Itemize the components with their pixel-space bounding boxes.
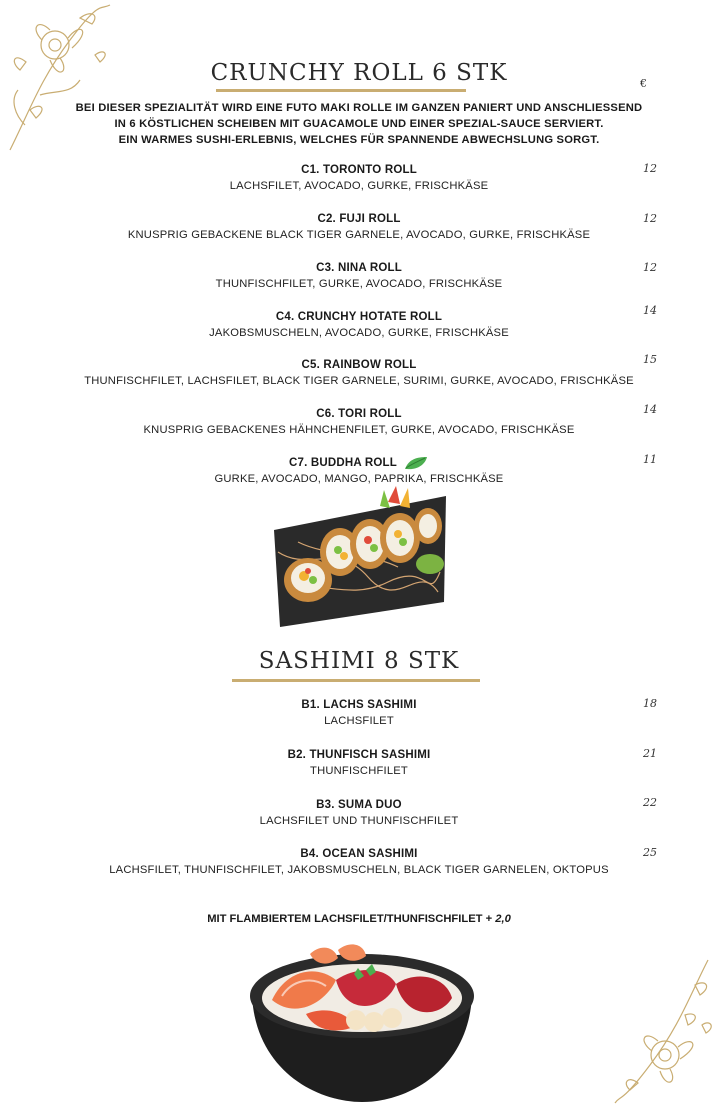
item-price: 22 [643,796,657,809]
intro-line: BEI DIESER SPEZIALITÄT WIRD EINE FUTO MAKI ROLLE IM GANZEN PANIERT UND ANSCHLIESSEND [75,102,643,114]
intro-line: IN 6 KÖSTLICHEN SCHEIBEN MIT GUACAMOLE UND EINER SPEZIAL-SAUCE SERVIERT. [114,118,604,130]
item-description: LACHSFILET, THUNFISCHFILET, JAKOBSMUSCHELN, BLACK TIGER GARNELEN, OKTOPUS [109,864,609,876]
flambe-option-note [0,913,718,925]
section-title-crunchy: CRUNCHY ROLL 6 STK [210,60,508,86]
menu-item-b1 [0,697,718,729]
item-description: THUNFISCHFILET [310,765,408,777]
menu-item-c4 [0,309,718,341]
item-price: 12 [643,162,657,175]
menu-item-c3 [0,260,718,292]
menu-item-b4 [0,846,718,878]
section-title-sashimi: SASHIMI 8 STK [258,648,460,674]
floral-decoration-bottom-right [610,955,718,1104]
menu-item-c5 [0,357,718,389]
vegan-leaf-icon [403,455,429,471]
item-price: 12 [643,212,657,225]
item-name-text: C7. BUDDHA ROLL [289,457,397,470]
item-description: THUNFISCHFILET, GURKE, AVOCADO, FRISCHKÄSE [215,278,503,290]
item-description: LACHSFILET, AVOCADO, GURKE, FRISCHKÄSE [229,180,489,192]
item-name: B4. OCEAN SASHIMI [300,848,418,860]
item-description: JAKOBSMUSCHELN, AVOCADO, GURKE, FRISCHKÄSE [209,327,509,339]
item-name: B3. SUMA DUO [316,799,402,811]
item-price: 14 [643,403,657,416]
item-name [0,455,718,471]
item-description: LACHSFILET [324,715,394,727]
item-description: KNUSPRIG GEBACKENE BLACK TIGER GARNELE, AVOCADO, GURKE, FRISCHKÄSE [127,229,591,241]
item-name: C5. RAINBOW ROLL [301,359,417,371]
title-underline-crunchy [216,89,466,92]
item-price: 21 [643,747,657,760]
item-price: 12 [643,261,657,274]
item-name: C2. FUJI ROLL [317,213,401,225]
item-name: B1. LACHS SASHIMI [301,699,417,711]
menu-item-b3 [0,797,718,829]
item-price: 11 [643,453,657,466]
crunchy-roll-photo [268,482,450,632]
item-name: B2. THUNFISCH SASHIMI [287,749,431,761]
item-price: 14 [643,304,657,317]
item-description: GURKE, AVOCADO, MANGO, PAPRIKA, FRISCHKÄSE [214,473,504,486]
intro-line: EIN WARMES SUSHI-ERLEBNIS, WELCHES FÜR SPANNENDE ABWECHSLUNG SORGT. [118,134,600,146]
item-name: C1. TORONTO ROLL [301,164,417,176]
item-description: KNUSPRIG GEBACKENES HÄHNCHENFILET, GURKE, AVOCADO, FRISCHKÄSE [143,424,575,436]
item-price: 25 [643,846,657,859]
menu-item-c2 [0,211,718,243]
item-price: 15 [643,353,657,366]
title-underline-sashimi [232,679,480,682]
item-name: C3. NINA ROLL [316,262,402,274]
menu-item-c6 [0,406,718,438]
menu-item-b2 [0,747,718,779]
item-description: THUNFISCHFILET, LACHSFILET, BLACK TIGER GARNELE, SURIMI, GURKE, AVOCADO, FRISCHKÄSE [84,375,634,387]
note-text: MIT FLAMBIERTEM LACHSFILET/THUNFISCHFILET + [207,913,496,925]
note-price: 2,0 [495,913,511,925]
item-name: C4. CRUNCHY HOTATE ROLL [275,311,443,323]
item-name: C6. TORI ROLL [316,408,402,420]
crunchy-intro [40,100,678,148]
menu-item-c1 [0,162,718,194]
item-price: 18 [643,697,657,710]
item-description: LACHSFILET UND THUNFISCHFILET [259,815,459,827]
currency-symbol: € [640,77,647,90]
sashimi-bowl-photo [246,940,478,1104]
